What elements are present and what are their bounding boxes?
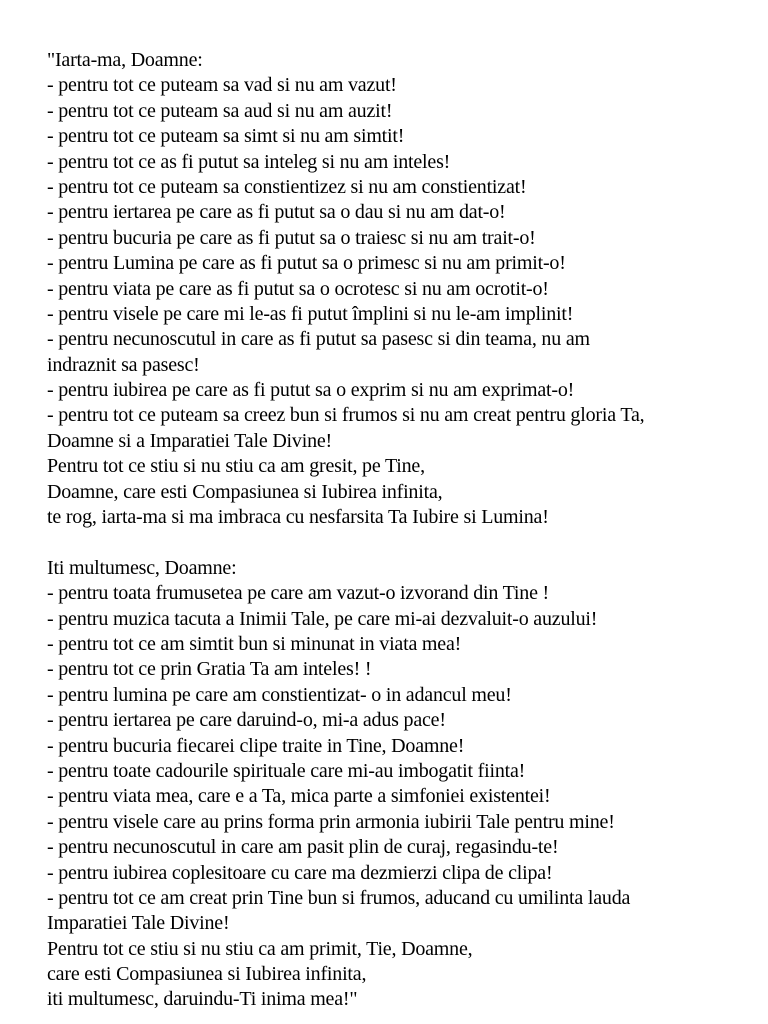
section1-line: indraznit sa pasesc! — [47, 353, 200, 376]
section2-line: - pentru iertarea pe care daruind-o, mi-a adus pace! — [47, 709, 446, 732]
section2-line: - pentru toata frumusetea pe care am vazut-o izvorand din Tine ! — [47, 582, 550, 605]
section1-line: - pentru iubirea pe care as fi putut sa o exprim si nu am exprimat-o! — [47, 379, 575, 402]
prayer-text — [47, 48, 757, 1013]
section2-line: - pentru tot ce am simtit bun si minunat in viata mea! — [47, 632, 462, 655]
section2-line: - pentru tot ce am creat prin Tine bun si frumos, aducand cu umilinta lauda — [47, 886, 631, 909]
section1-line: - pentru visele pe care mi le-as fi putut împlini si nu le-am implinit! — [47, 302, 574, 325]
section1-line: Doamne, care esti Compasiunea si Iubirea infinita, — [47, 480, 443, 503]
section2-line: Imparatiei Tale Divine! — [47, 912, 230, 935]
section1-line: - pentru tot ce puteam sa simt si nu am simtit! — [47, 125, 405, 148]
section1-line: - pentru iertarea pe care as fi putut sa o dau si nu am dat-o! — [47, 201, 506, 224]
section2-line: - pentru visele care au prins forma prin armonia iubirii Tale pentru mine! — [47, 810, 615, 833]
section1-line: - pentru tot ce puteam sa vad si nu am vazut! — [47, 74, 397, 97]
section2-line: care esti Compasiunea si Iubirea infinita, — [47, 963, 367, 986]
section1-line: te rog, iarta-ma si ma imbraca cu nesfarsita Ta Iubire si Lumina! — [47, 506, 549, 529]
section1-line: Doamne si a Imparatiei Tale Divine! — [47, 429, 333, 452]
section-divider — [47, 530, 757, 555]
section1-line: - pentru viata pe care as fi putut sa o ocrotesc si nu am ocrotit-o! — [47, 277, 549, 300]
section1-line: - pentru necunoscutul in care as fi putut sa pasesc si din teama, nu am — [47, 328, 590, 351]
section1-heading: "Iarta-ma, Doamne: — [47, 49, 203, 71]
section2-heading: Iti multumesc, Doamne: — [47, 556, 237, 579]
section1-line: - pentru tot ce puteam sa constientizez si nu am constientizat! — [47, 175, 527, 198]
section2-line: - pentru bucuria fiecarei clipe traite in Tine, Doamne! — [47, 734, 465, 757]
section2-line: - pentru lumina pe care am constientizat- o in adancul meu! — [47, 683, 512, 706]
section1-line: - pentru tot ce puteam sa creez bun si frumos si nu am creat pentru gloria Ta, — [47, 404, 645, 427]
section1-line: - pentru tot ce as fi putut sa inteleg si nu am inteles! — [47, 150, 451, 173]
section1-line: - pentru tot ce puteam sa aud si nu am auzit! — [47, 99, 393, 122]
section2-line: - pentru necunoscutul in care am pasit plin de curaj, regasindu-te! — [47, 836, 559, 859]
section2-line: Pentru tot ce stiu si nu stiu ca am primit, Tie, Doamne, — [47, 937, 473, 960]
section2-line: - pentru tot ce prin Gratia Ta am inteles! ! — [47, 658, 372, 681]
section2-line: - pentru viata mea, care e a Ta, mica parte a simfoniei existentei! — [47, 785, 551, 808]
section2-line: - pentru iubirea coplesitoare cu care ma dezmierzi clipa de clipa! — [47, 861, 553, 884]
section2-line: iti multumesc, daruindu-Ti inima mea!" — [47, 988, 358, 1011]
section1-line: Pentru tot ce stiu si nu stiu ca am gresit, pe Tine, — [47, 455, 425, 478]
section2-line: - pentru toate cadourile spirituale care mi-au imbogatit fiinta! — [47, 759, 526, 782]
section2-line: - pentru muzica tacuta a Inimii Tale, pe care mi-ai dezvaluit-o auzului! — [47, 607, 598, 630]
section1-line: - pentru Lumina pe care as fi putut sa o primesc si nu am primit-o! — [47, 252, 566, 275]
section1-line: - pentru bucuria pe care as fi putut sa o traiesc si nu am trait-o! — [47, 226, 536, 249]
